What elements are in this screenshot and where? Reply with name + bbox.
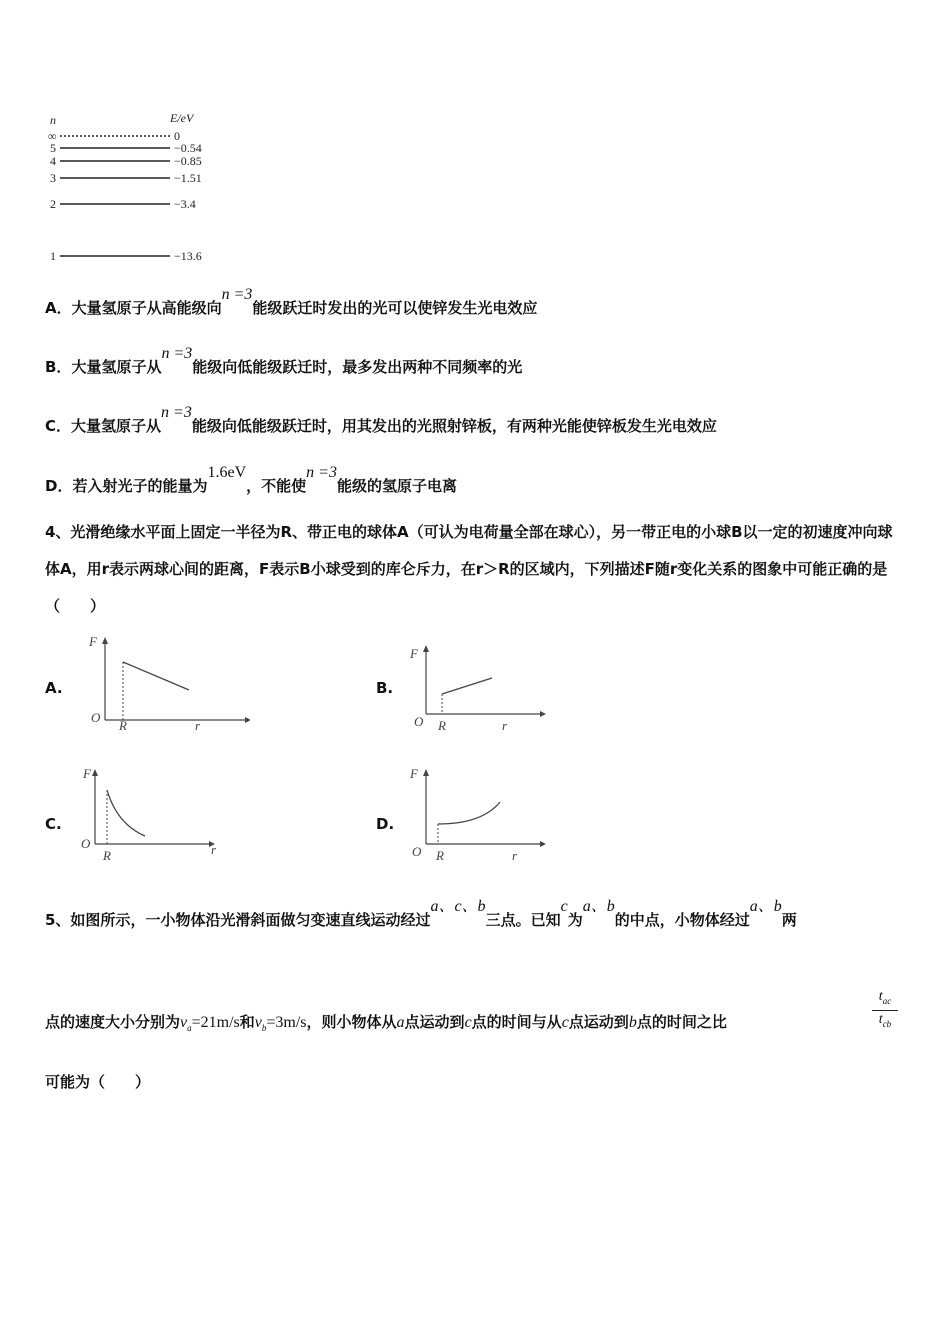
graph-c-f: F: [83, 766, 91, 781]
graph-a-rmark: R: [119, 718, 127, 733]
option-a-label: A．: [45, 299, 72, 317]
q5-text-10: 点运动到: [568, 1013, 629, 1031]
graph-option-d: [376, 762, 576, 872]
option-c: [45, 404, 717, 437]
level-n-4: 4: [50, 154, 56, 168]
option-a-post: 能级跃迁时发出的光可以使锌发生光电效应: [252, 299, 538, 317]
q5-text-11: 点的时间之比: [636, 1013, 727, 1031]
option-d-label: D．: [45, 477, 73, 495]
graph-b-rmark: R: [438, 718, 446, 733]
q5-math-c-3: c: [561, 1014, 569, 1031]
q5-text-8: 点运动到: [404, 1013, 465, 1031]
graph-a-o: O: [91, 710, 101, 725]
q5-text-7: ，则小物体从: [306, 1013, 397, 1031]
graph-d-f: F: [410, 766, 418, 781]
q5-text-6: 点的速度大小分别为: [45, 1013, 181, 1031]
level-n-inf: ∞: [48, 129, 57, 143]
option-d-post: 能级的氢原子电离: [336, 477, 457, 495]
level-n-3: 3: [50, 171, 56, 185]
option-b: [45, 345, 523, 378]
option-a-pre: 大量氢原子从高能级向: [71, 299, 222, 317]
graph-b-f: F: [410, 646, 418, 661]
graph-d-o: O: [412, 844, 422, 859]
q5-vb-value: =3m/s: [266, 1014, 307, 1031]
graph-d-svg: [402, 762, 552, 867]
option-d-pre: 若入射光子的能量为: [72, 477, 208, 495]
level-e-inf: 0: [174, 129, 180, 143]
graph-option-c: [45, 762, 245, 872]
q5-math-ab-1: a、b: [582, 898, 615, 915]
question-5-line-1: [45, 898, 797, 931]
q5-vb: $v_b$: [254, 1014, 267, 1034]
q5-math-b: b: [628, 1014, 637, 1031]
graph-b-label: B.: [376, 679, 394, 697]
question-5-line-2: [45, 1012, 727, 1038]
graph-d-label: D.: [376, 815, 395, 833]
q5-math-acb: a、c、b: [430, 898, 486, 915]
option-b-post: 能级向低能级跃迁时，最多发出两种不同频率的光: [192, 358, 523, 376]
graph-a-r: r: [195, 718, 201, 733]
q5-va-value: =21m/s: [191, 1014, 240, 1031]
q5-math-c: c: [560, 898, 568, 915]
graph-c-r: r: [211, 842, 217, 857]
graph-a-f: F: [89, 634, 97, 649]
level-n-5: 5: [50, 141, 56, 155]
q5-text-4: 的中点，小物体经过: [614, 911, 750, 929]
option-d-math1: 1.6eV: [207, 464, 247, 481]
graph-b-svg: [402, 640, 552, 740]
q5-text-1: 5、如图所示，一小物体沿光滑斜面做匀变速直线运动经过: [45, 911, 431, 929]
option-c-label: C．: [45, 417, 72, 435]
graph-c-svg: [81, 762, 231, 867]
q5-va: $v_a$: [180, 1014, 192, 1034]
graph-option-a: [45, 630, 245, 740]
level-e-5: −0.54: [174, 141, 202, 155]
level-e-2: −3.4: [174, 197, 196, 211]
graph-d-r: r: [512, 848, 518, 863]
option-b-math: n =3: [161, 345, 193, 362]
graph-a-label: A.: [45, 679, 63, 697]
q5-text-9: 点的时间与从: [471, 1013, 562, 1031]
option-d-mid: ，不能使: [246, 477, 307, 495]
option-d-math2: n =3: [306, 464, 337, 481]
question-5-line-3: 可能为（ ）: [45, 1073, 151, 1091]
q5-text-2: 三点。已知: [485, 911, 561, 929]
q5-frac-numerator: $t_{ac}$: [878, 989, 892, 1006]
q5-fraction: [872, 988, 898, 1033]
option-a-math: n =3: [221, 286, 253, 303]
option-c-post: 能级向低能级跃迁时，用其发出的光照射锌板，有两种光能使锌板发生光电效应: [191, 417, 717, 435]
q5-math-c-2: c: [464, 1014, 472, 1031]
q5-math-ab-2: a、b: [749, 898, 782, 915]
graph-c-o: O: [81, 836, 91, 851]
level-e-1: −13.6: [174, 249, 202, 263]
graph-b-r: r: [502, 718, 508, 733]
graph-a-svg: [85, 630, 250, 740]
level-e-4: −0.85: [174, 154, 202, 168]
q5-math-a: a: [396, 1014, 405, 1031]
q5-frac-denominator: $t_{cb}$: [872, 1010, 898, 1033]
q5-text-5: 两: [781, 911, 797, 929]
graph-d-rmark: R: [436, 848, 444, 863]
q5-text-and: 和: [239, 1013, 255, 1031]
graph-option-b: [376, 640, 576, 740]
level-e-3: −1.51: [174, 171, 202, 185]
option-b-pre: 大量氢原子从: [71, 358, 162, 376]
graph-c-label: C.: [45, 815, 62, 833]
question-4-text: 4、光滑绝缘水平面上固定一半径为R、带正电的球体A（可认为电荷量全部在球心），另一带正电的小球B以一定的初速度冲向球体A，用r表示两球心间的距离，F表示B小球受到的库仑斥力，在r＞R的区域内，下列描述F随r变化关系的图象中可能正确的是（ ）: [45, 523, 893, 615]
graph-c-rmark: R: [103, 848, 111, 863]
e-header: E/eV: [170, 111, 194, 125]
graph-b-o: O: [414, 714, 424, 729]
option-c-math: n =3: [161, 404, 192, 421]
option-c-pre: 大量氢原子从: [71, 417, 162, 435]
level-n-1: 1: [50, 249, 56, 263]
option-a: [45, 286, 538, 319]
option-b-label: B．: [45, 358, 72, 376]
level-n-2: 2: [50, 197, 56, 211]
n-header: n: [50, 113, 56, 127]
energy-level-diagram: [40, 110, 240, 270]
option-d: [45, 464, 457, 497]
q5-text-3: 为: [567, 911, 583, 929]
